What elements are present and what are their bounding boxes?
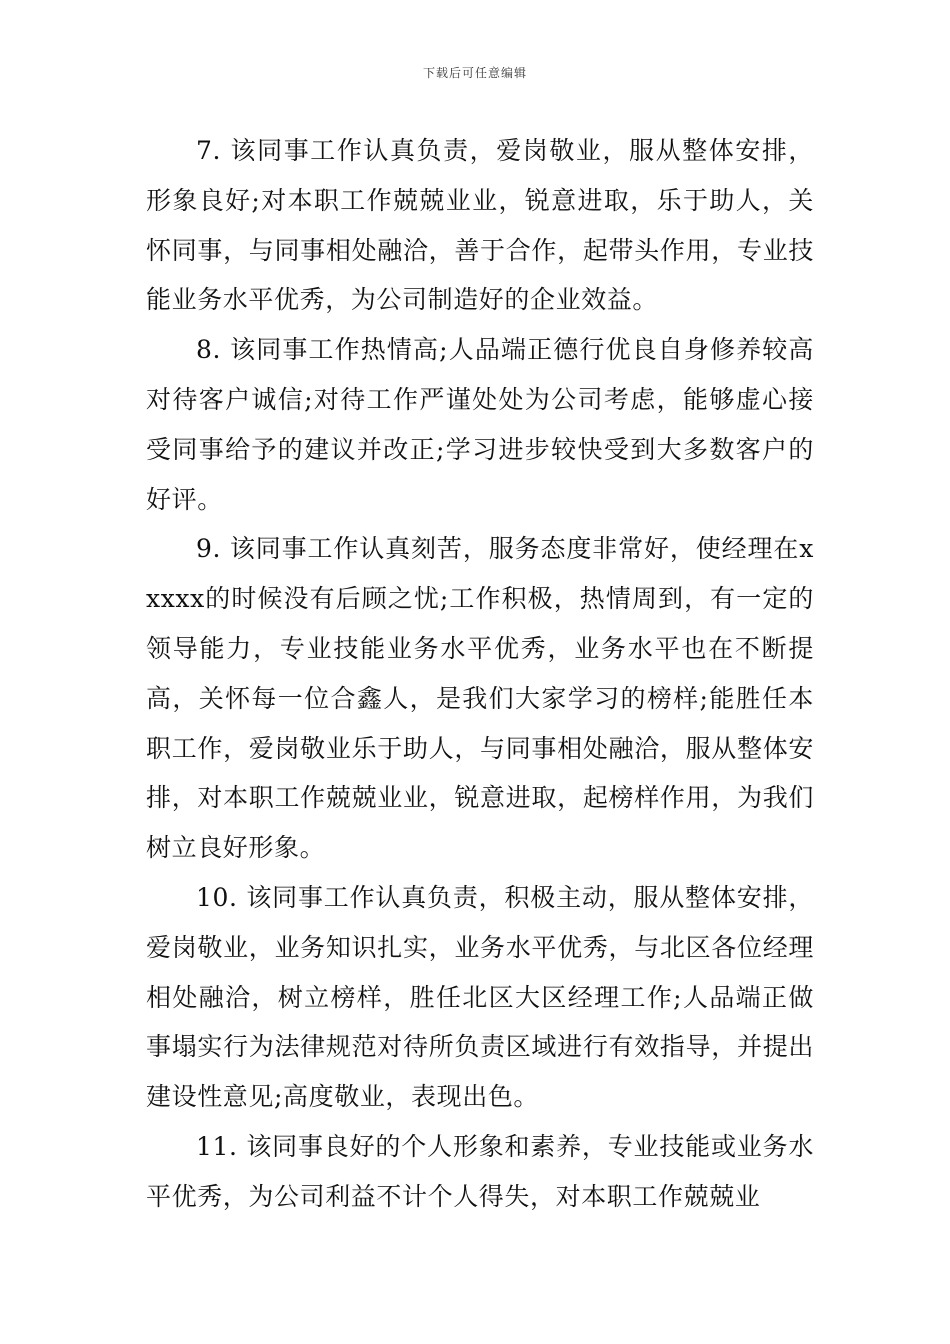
paragraph-8: 8. 该同事工作热情高;人品端正德行优良自身修养较高对待客户诚信;对待工作严谨处处为公司考虑，能够虚心接受同事给予的建议并改正;学习进步较快受到大多数客户的好评。 (146, 335, 814, 514)
paragraph-11: 11. 该同事良好的个人形象和素养，专业技能或业务水平优秀，为公司利益不计个人得失，对本职工作兢兢业 (146, 1131, 814, 1211)
paragraph-10: 10. 该同事工作认真负责，积极主动，服从整体安排，爱岗敬业，业务知识扎实，业务水平优秀，与北区各位经理相处融洽，树立榜样，胜任北区大区经理工作;人品端正做事塌实行为法律规范对待所负责区域进行有效指导，并提出建设性意见;高度敬业，表现出色。 (146, 882, 814, 1112)
document-body (146, 126, 814, 1222)
paragraph-7: 7. 该同事工作认真负责，爱岗敬业，服从整体安排，形象良好;对本职工作兢兢业业，锐意进取，乐于助人，关怀同事，与同事相处融洽，善于合作，起带头作用，专业技能业务水平优秀，为公司制造好的企业效益。 (146, 136, 814, 315)
paragraph-9: 9. 该同事工作认真刻苦，服务态度非常好，使经理在xxxxx的时候没有后顾之忧;工作积极，热情周到，有一定的领导能力，专业技能业务水平优秀，业务水平也在不断提高，关怀每一位合鑫人，是我们大家学习的榜样;能胜任本职工作，爱岗敬业乐于助人，与同事相处融洽，服从整体安排，对本职工作兢兢业业，锐意进取，起榜样作用，为我们树立良好形象。 (146, 534, 814, 863)
header-note: 下载后可任意编辑 (422, 66, 527, 80)
